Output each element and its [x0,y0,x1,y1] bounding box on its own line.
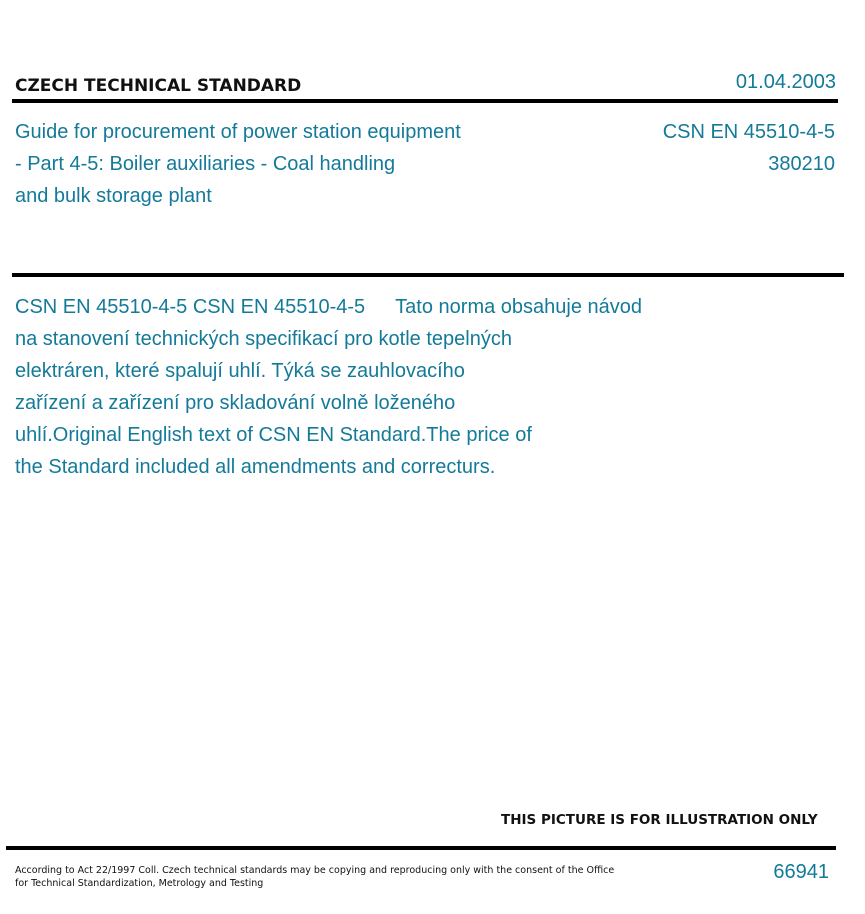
standard-codes [663,116,835,180]
class-number: 380210 [768,153,835,175]
publication-date: 01.04.2003 [735,71,836,93]
standard-code: CSN EN 45510-4-5 [662,121,835,143]
legal-line: According to Act 22/1997 Coll. Czech technical standards may be copying and reproducing only with the consent of the Office [15,865,615,876]
legal-line: for Technical Standardization, Metrology and Testing [15,878,264,889]
description-line: zařízení a zařízení pro skladování volně loženého [15,392,456,414]
description-line [15,291,715,323]
description-codes: CSN EN 45510-4-5 CSN EN 45510-4-5 [15,296,366,318]
illustration-note: THIS PICTURE IS FOR ILLUSTRATION ONLY [501,812,818,828]
title-line: and bulk storage plant [15,185,212,207]
description-line: uhlí.Original English text of CSN EN Standard.The price of [15,424,532,446]
header-divider [12,99,838,103]
standard-description [15,291,715,483]
description-start: Tato norma obsahuje návod [395,296,643,318]
description-line: elektráren, které spalují uhlí. Týká se zauhlovacího [15,360,465,382]
footer-divider [6,846,836,850]
description-line: na stanovení technických specifikací pro kotle tepelných [15,328,512,350]
document-category: CZECH TECHNICAL STANDARD [15,76,302,96]
description-line: the Standard included all amendments and correcturs. [15,456,496,478]
document-number: 66941 [773,861,829,883]
legal-notice [15,864,615,890]
standard-title [15,116,461,212]
title-line: Guide for procurement of power station equipment [15,121,461,143]
title-divider [12,273,844,277]
title-line: - Part 4-5: Boiler auxiliaries - Coal handling [15,153,396,175]
